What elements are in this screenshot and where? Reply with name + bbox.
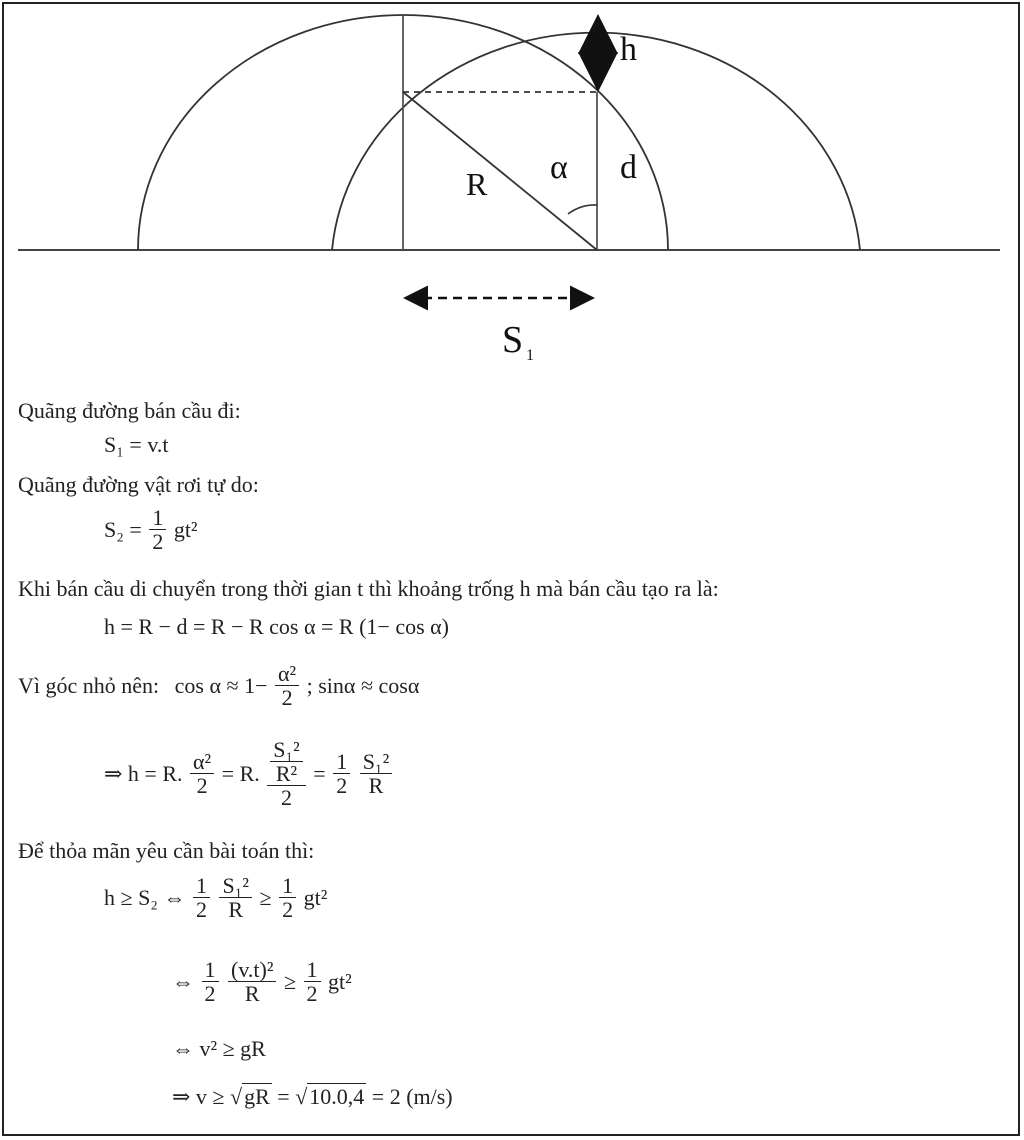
equation-2	[104, 506, 198, 553]
eq5-start: ⇒ h = R.	[104, 760, 183, 786]
text-line-1: Quãng đường bán cầu đi:	[18, 398, 241, 423]
equation-5: ⇒ h = R. $\frac{\text{α²}}{2}$ = R. $\frac{\frac{\text{S₁²}}{\text{R²}}}{2}$ = $\frac{1}{2}$ $\frac{\text{S₁²}}{R}$	[104, 738, 394, 809]
angle-arc	[568, 205, 597, 214]
eq6-start: h ≥ S₂ ⇔	[104, 884, 186, 910]
fraction-compound: $\frac{\frac{\text{S₁²}}{\text{R²}}}{2}$	[267, 738, 306, 809]
eq4-right: ; sinα ≈ cosα	[306, 672, 420, 698]
equation-1: S₁ = v.t	[104, 432, 169, 457]
label-S: S	[502, 319, 524, 361]
eq7-start: ⇔	[172, 968, 194, 994]
eq4-left: cos α ≈ 1−	[174, 672, 268, 698]
equation-3: h = R − d = R − R cos α = R (1− cos α)	[104, 614, 449, 639]
eq9-end: = 2 (m/s)	[371, 1083, 453, 1109]
eq2-right: gt²	[173, 516, 198, 542]
label-alpha: α	[550, 149, 568, 186]
fraction-half: $\frac{1}{2}$	[149, 506, 166, 553]
equation-4	[18, 662, 419, 709]
fraction-alpha2: $\frac{\text{α²}}{2}$	[190, 750, 214, 797]
sqrt-gR: gR	[244, 1083, 270, 1109]
eq2-left: S₂ =	[104, 516, 142, 542]
label-R: R	[466, 166, 488, 202]
text-line-3: Khi bán cầu di chuyển trong thời gian t thì khoảng trống h mà bán cầu tạo ra là:	[18, 576, 719, 601]
text-line-5: Để thỏa mãn yêu cần bài toán thì:	[18, 838, 315, 863]
text-line-4: Vì góc nhỏ nên:	[18, 672, 160, 698]
fraction-alpha: $\frac{\text{α²}}{2}$	[275, 662, 299, 709]
equation-7: ⇔ $\frac{1}{2}$ $\frac{\text{(v.t)²}}{R}$ ≥ $\frac{1}{2}$ gt²	[172, 957, 352, 1007]
label-S-sub: 1	[526, 347, 534, 364]
equation-9: ⇒ v ≥ √gR = √10.0,4 = 2 (m/s)	[172, 1083, 453, 1109]
label-h: h	[620, 31, 637, 68]
eq9-start: ⇒ v ≥	[172, 1083, 225, 1109]
equation-8: ⇔ v² ≥ gR	[172, 1036, 266, 1061]
equation-6: h ≥ S₂ ⇔ $\frac{1}{2}$ $\frac{\text{S₁²}}{R}$ ≥ $\frac{1}{2}$ gt²	[104, 873, 328, 923]
label-d: d	[620, 149, 637, 186]
hemisphere-diagram	[0, 0, 1024, 380]
radius-line	[403, 92, 597, 250]
text-line-2: Quãng đường vật rơi tự do:	[18, 472, 259, 497]
sqrt-values: 10.0,4	[309, 1083, 365, 1109]
